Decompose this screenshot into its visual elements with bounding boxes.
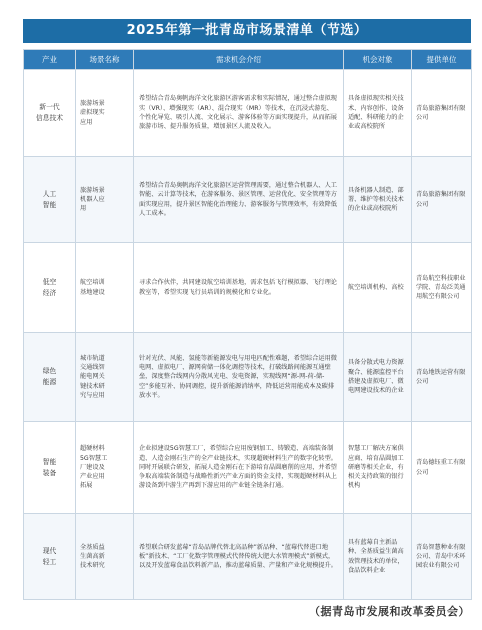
- scene-name-cell: 全基质益 生菌高新 技术研究: [76, 514, 134, 600]
- description-cell: 针对光伏、风能、氢能等新能源发电与用电匹配性难题，希望综合运用微电网、虚拟电厂、源网荷储一体化调控等技术，打破线路间能源互通壁垒，深度整合线网内分散风光电、发电资源，实现线网“源-网-荷-储-空”多能互补、协同调控，提升新能源消纳率，降低运营用能成本及碳排放水平。: [134, 333, 344, 422]
- scene-list-table: [23, 49, 472, 600]
- scene-name-cell: 旅游场景 虚拟现实 应用: [76, 70, 134, 157]
- header-provider: 提供单位: [412, 50, 472, 70]
- provider-cell: 青岛地铁运营有限公司: [412, 333, 472, 422]
- description-cell: 希望结合青岛奥帆海洋文化旅游区游客需求和实际情况，通过整合虚拟现实（VR）、增强现实（AR）、混合现实（MR）等技术，在沉浸式游览、个性化导览、吸引人流、文化展示、游客体验等方面实现提升，从而拓展旅游市场、提升服务质量，增加景区人流及收入。: [134, 70, 344, 157]
- table-row: [24, 514, 472, 600]
- description-cell: 希望结合青岛奥帆海洋文化旅游区运营管理需要，通过整合机器人、人工智能、云计算等技术，在游客服务、景区管理、运营优化、安全管理等方面实现应用，提升景区智能化治理能力、游客服务与管理效率，有效降低人工成本。: [134, 157, 344, 243]
- scene-name-cell: 航空培训 基地建设: [76, 243, 134, 333]
- target-cell: 具备虚拟现实相关技术、内容创作、设备适配、科研能力的企业或高校院所: [344, 70, 412, 157]
- header-scene-name: 场景名称: [76, 50, 134, 70]
- scene-name-cell: 旅游场景 机器人应 用: [76, 157, 134, 243]
- provider-cell: 青岛旅游集团有限公司: [412, 157, 472, 243]
- scene-name-cell: 超硬材料 5G智慧工 厂建设及 产业应用 拓展: [76, 422, 134, 514]
- provider-cell: 青岛智慧种业有限公司、青岛中禾环园农业有限公司: [412, 514, 472, 600]
- document-title: 2025年第一批青岛市场景清单（节选）: [23, 19, 471, 43]
- industry-cell: 现代 轻工: [24, 514, 76, 600]
- source-note: （据青岛市发展和改革委员会）: [309, 605, 470, 618]
- table-row: [24, 243, 472, 333]
- table-row: [24, 157, 472, 243]
- industry-cell: 低空 经济: [24, 243, 76, 333]
- description-cell: 寻求合作伙伴，共同建设航空培训基地，需求包括飞行模拟器、飞行理论教室等，希望实现飞行员培训的规模化和专业化。: [134, 243, 344, 333]
- table-row: [24, 70, 472, 157]
- header-description: 需求机会介绍: [134, 50, 344, 70]
- header-industry: 产业: [24, 50, 76, 70]
- table-row: [24, 422, 472, 514]
- industry-cell: 新一代 信息技术: [24, 70, 76, 157]
- target-cell: 具有蓝莓自主新品种、全基质益生菌高效管理技术的单位，食品饮料企业: [344, 514, 412, 600]
- description-cell: 企业拟建设5G智慧工厂，希望综合应用废钢加工、铸锻造、高端装备制造、人造金刚石生产的全产业链技术，实现超硬材料生产的数字化转型。同时开展联合研发，拓展人造金刚石在下游培育晶圆磨削的应用，并希望争取高端装备制造与战略性新兴产业方面的资金支持，实现超硬材料从上游设备到中游生产再到下游应用的产业链全链条打通。: [134, 422, 344, 514]
- provider-cell: 青岛旅游集团有限公司: [412, 70, 472, 157]
- target-cell: 航空培训机构、高校: [344, 243, 412, 333]
- industry-cell: 智能 装备: [24, 422, 76, 514]
- industry-cell: 人工 智能: [24, 157, 76, 243]
- industry-cell: 绿色 能源: [24, 333, 76, 422]
- table-header-row: [24, 50, 472, 70]
- target-cell: 智慧工厂解决方案供应商、培育晶圆加工研磨等相关企业，有相关支持政策的银行机构: [344, 422, 412, 514]
- description-cell: 希望联合研发蓝莓“青岛品牌代替北高品种”新品种、“蓝莓代替进口地板”新技术、“工厂化数字管理模式代替传统大肥大水管理模式”新模式，以及开发蓝莓食品饮料新产品，推动蓝莓质量、产量和产业化规模提升。: [134, 514, 344, 600]
- table-row: [24, 333, 472, 422]
- scene-name-cell: 城市轨道 交通线智 能电网关 键技术研 究与应用: [76, 333, 134, 422]
- target-cell: 具备机器人制造、部署、维护等相关技术的企业或高校院所: [344, 157, 412, 243]
- target-cell: 具备分散式电力资源聚合、能源监控平台搭建及虚拟电厂、微电网建设技术的企业: [344, 333, 412, 422]
- provider-cell: 青岛德钰重工有限公司: [412, 422, 472, 514]
- provider-cell: 青岛航空科技职业学院、青岛泛美通用航空有限公司: [412, 243, 472, 333]
- header-target: 机会对象: [344, 50, 412, 70]
